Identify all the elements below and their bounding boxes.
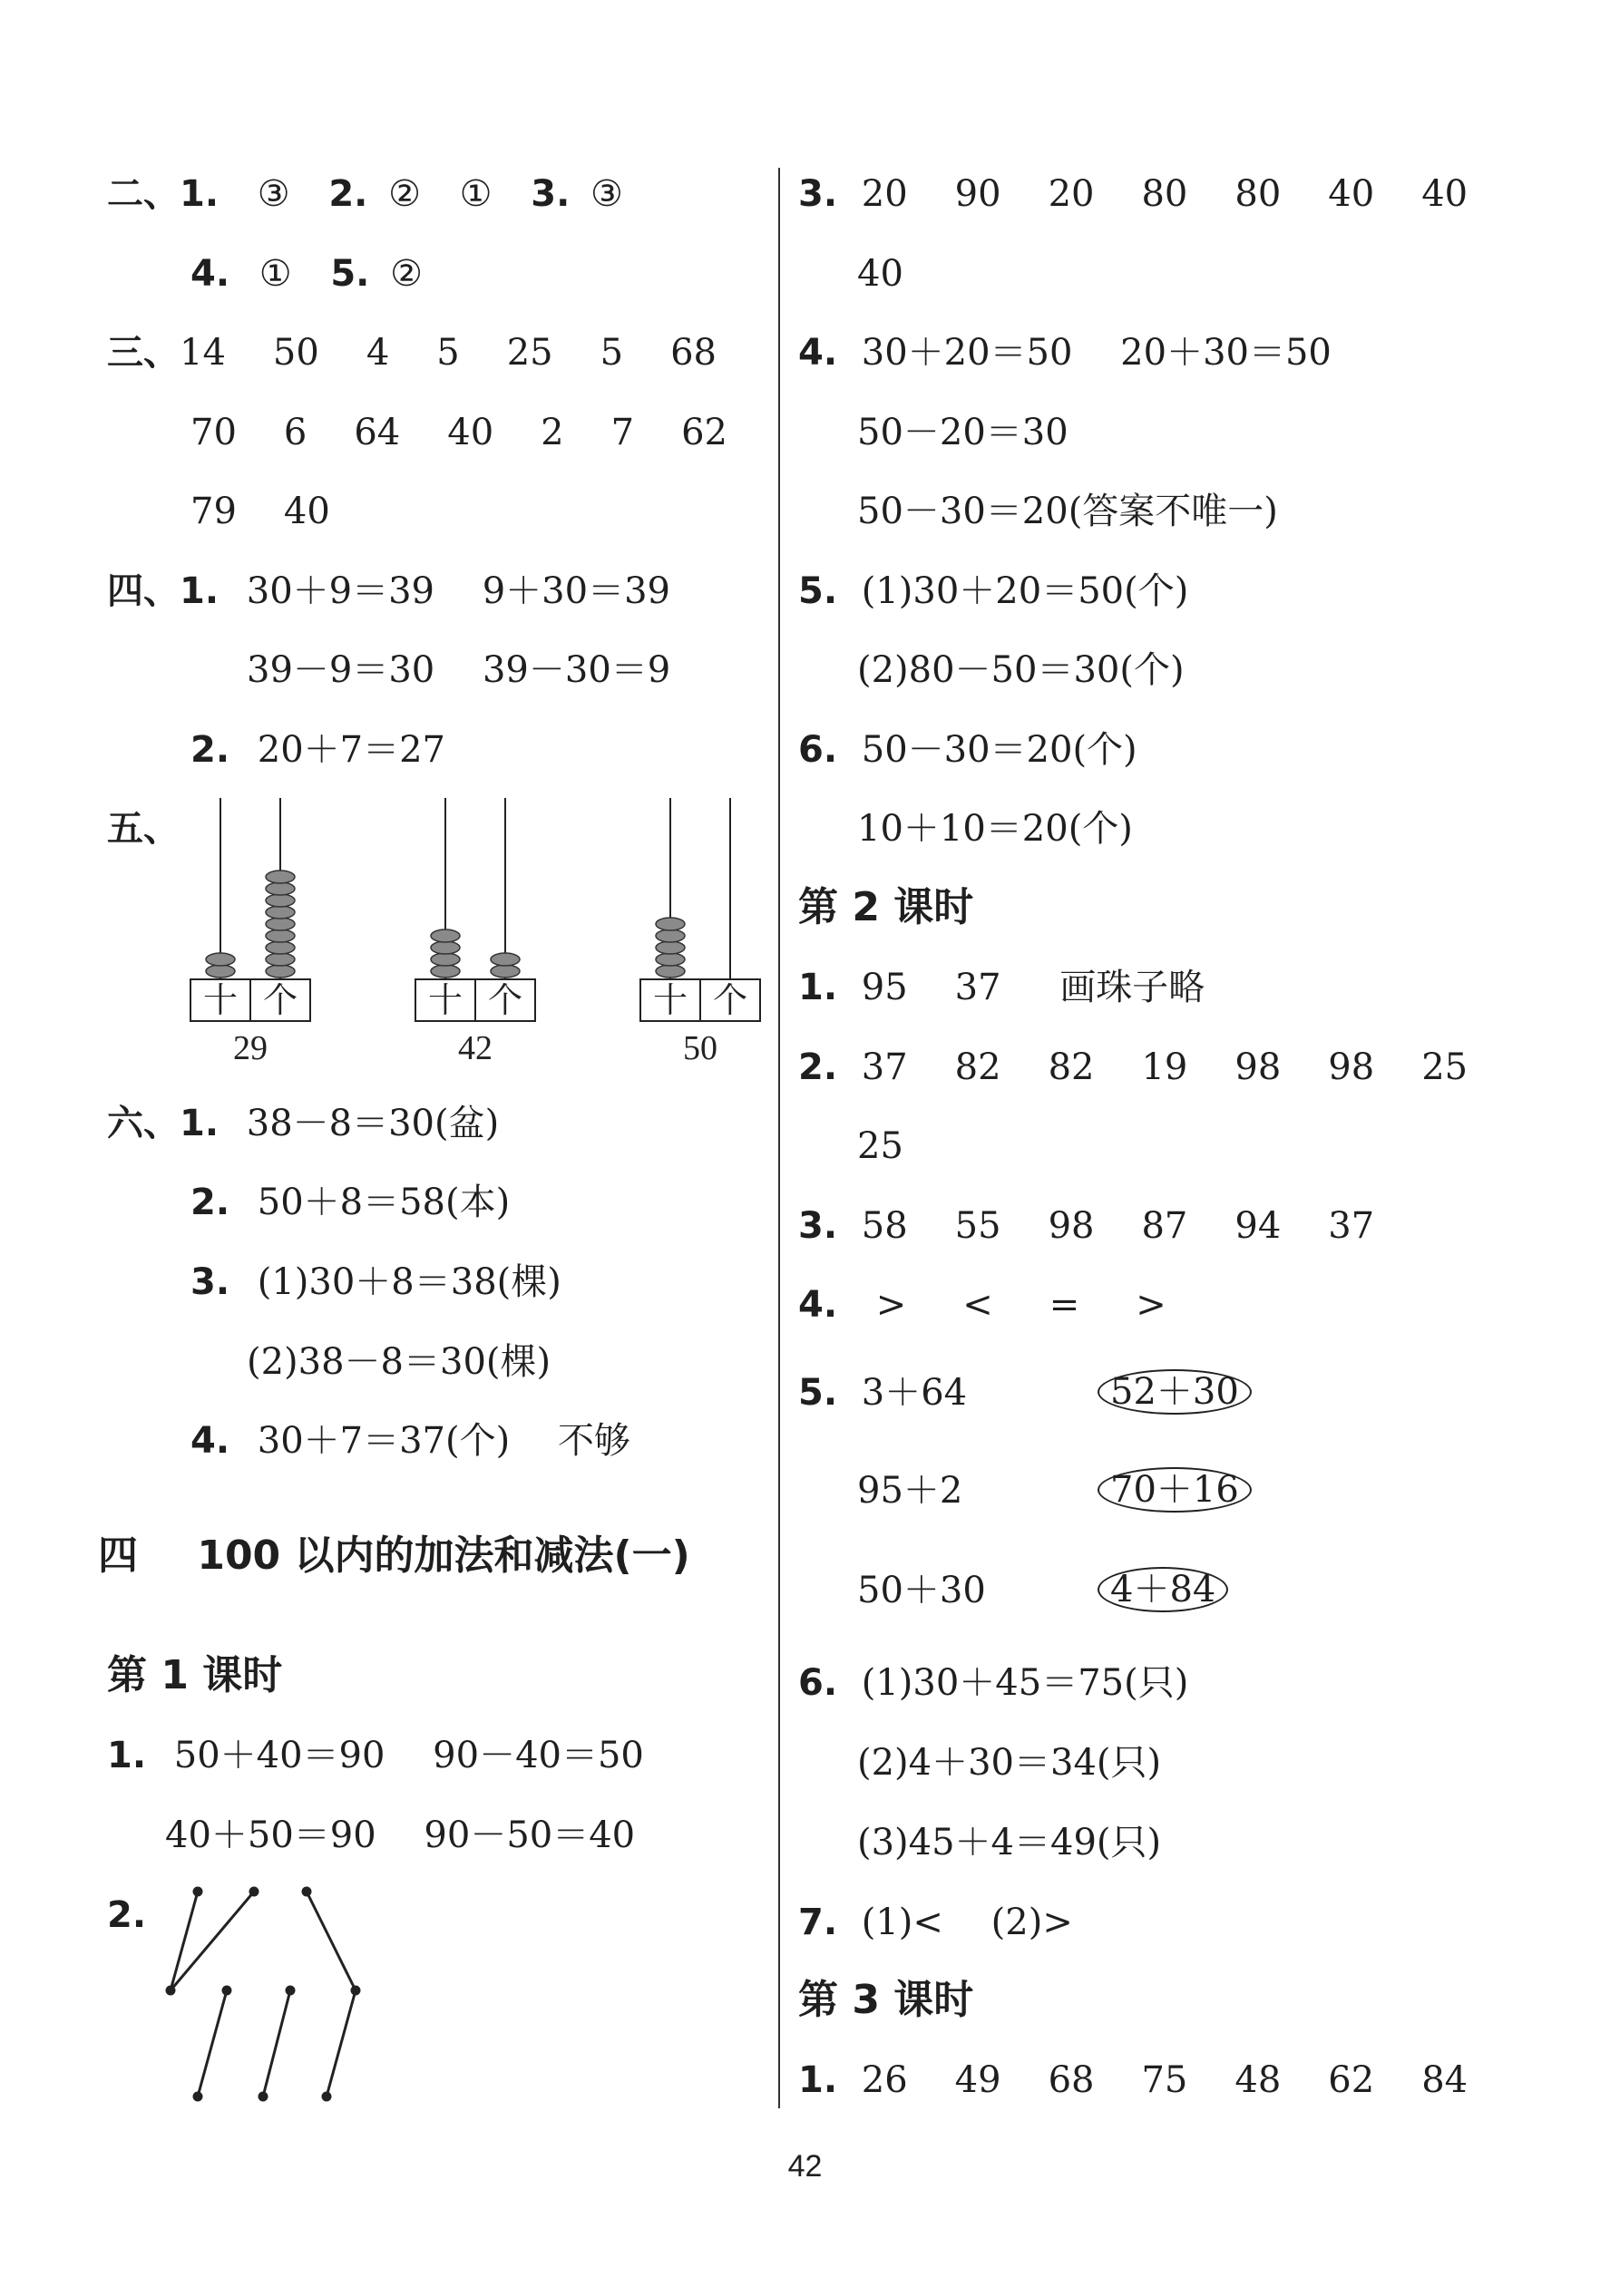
answer: 40	[447, 412, 494, 453]
equation: 10＋10＝20(个)	[857, 808, 1133, 850]
question-number: 4.	[798, 332, 838, 374]
answer: 37	[1328, 1205, 1375, 1247]
right-q3-line-1	[798, 172, 1468, 216]
expression: 50＋30	[857, 1570, 986, 1611]
question-number: 2.	[798, 1046, 838, 1088]
abacus-bead	[266, 929, 295, 942]
answer: ①	[459, 173, 493, 215]
section-3-line-1	[107, 331, 717, 375]
question-number: 2.	[190, 1182, 230, 1223]
answer: 2	[541, 412, 564, 453]
section-6-line-5	[190, 1419, 630, 1463]
right-q4-line-3	[857, 490, 1278, 533]
answer: 20	[1048, 173, 1095, 215]
question-number: 3.	[190, 1261, 230, 1303]
section-4-line-3	[190, 728, 445, 772]
comparison-sign: >	[1136, 1284, 1166, 1326]
right-q3-line-2	[857, 252, 903, 296]
lesson-2-q4	[798, 1283, 1166, 1327]
lesson-2-q5-circled-3	[1098, 1567, 1228, 1612]
lesson-1-title: 第 1 课时	[107, 1652, 283, 1698]
equation: 50＋40＝90	[173, 1735, 385, 1776]
abacus-bead	[266, 871, 295, 883]
unit-number: 四	[98, 1532, 138, 1579]
note: 不够	[557, 1420, 630, 1462]
section-4-line-1	[107, 569, 670, 613]
question-number: 2.	[190, 729, 230, 771]
abacus-number: 29	[233, 1029, 268, 1067]
lesson-2-q7	[798, 1901, 1073, 1944]
right-q4-line-2	[857, 411, 1068, 454]
answer: 55	[954, 1205, 1001, 1247]
abacus-bead	[266, 965, 295, 978]
answer: 40	[1328, 173, 1375, 215]
equation: 40＋50＝90	[165, 1814, 376, 1856]
answer: 68	[1048, 2059, 1095, 2101]
equation: (2)80－50＝30(个)	[857, 649, 1185, 691]
answer: 5	[436, 332, 460, 374]
circled-expression: 52＋30	[1098, 1369, 1252, 1415]
lesson-2-q5-row-2	[857, 1469, 962, 1513]
abacus-bead	[266, 941, 295, 954]
question-number: 1.	[798, 2059, 838, 2101]
question-number: 2.	[328, 173, 368, 215]
answer: ③	[257, 173, 290, 215]
answer: ②	[388, 173, 421, 215]
question-number: 6.	[798, 729, 838, 771]
equation: 30＋9＝39	[246, 570, 434, 612]
equation: (1)30＋45＝75(只)	[861, 1662, 1189, 1704]
lesson-1-line-2	[165, 1814, 635, 1857]
equation: 9＋30＝39	[482, 570, 670, 612]
answer: (1)<	[861, 1902, 943, 1943]
comparison-sign: >	[875, 1284, 907, 1326]
abacus-number: 50	[683, 1029, 717, 1067]
answer: 19	[1141, 1046, 1188, 1088]
answer: 6	[283, 412, 307, 453]
lesson-2-q1	[798, 966, 1205, 1009]
equation: (1)30＋20＝50(个)	[861, 570, 1189, 612]
expression: 95＋2	[857, 1470, 963, 1512]
section-label: 二、	[107, 173, 180, 215]
answer: 4	[366, 332, 390, 374]
abacus-bead	[656, 953, 685, 966]
question-number: 4.	[190, 1420, 230, 1462]
expression: 3＋64	[861, 1372, 968, 1414]
equation: (2)4＋30＝34(只)	[857, 1742, 1162, 1784]
answer: 25	[1421, 1046, 1469, 1088]
section-6-line-3	[190, 1260, 561, 1304]
equation: 38－8＝30(盆)	[246, 1103, 500, 1144]
answer: 90	[954, 173, 1001, 215]
equation: 50－20＝30	[857, 412, 1068, 453]
question-number: 4.	[190, 253, 230, 295]
answer: 5	[600, 332, 624, 374]
abacus-bead	[266, 953, 295, 966]
answer: 84	[1421, 2059, 1469, 2101]
lesson-2-q5-circled-2	[1098, 1467, 1252, 1513]
section-3-line-3	[190, 490, 330, 533]
abacus-tens-label: 十	[652, 980, 688, 1020]
question-number: 3.	[798, 1205, 838, 1247]
answer: 62	[1328, 2059, 1375, 2101]
answer: 98	[1234, 1046, 1282, 1088]
answer: 37	[861, 1046, 908, 1088]
answer: (2)>	[990, 1902, 1073, 1943]
answer: 98	[1048, 1205, 1095, 1247]
unit-title: 100 以内的加法和减法(一)	[197, 1532, 690, 1579]
right-q5-line-2	[857, 648, 1185, 692]
answer: 68	[670, 332, 717, 374]
abacus-bead	[491, 965, 520, 978]
lesson-2-q2-line-1	[798, 1046, 1468, 1089]
section-label: 三、	[107, 332, 180, 374]
section-label: 六、	[107, 1103, 180, 1144]
abacus-bead	[266, 906, 295, 919]
section-6-line-2	[190, 1181, 510, 1224]
lesson-3-title: 第 3 课时	[798, 1977, 974, 2023]
abacus-bead	[656, 941, 685, 954]
equation: (3)45＋4＝49(只)	[857, 1822, 1162, 1863]
question-number: 3.	[798, 173, 838, 215]
section-4-line-2	[247, 648, 670, 692]
answer: 14	[180, 332, 226, 374]
question-number: 1.	[107, 1735, 147, 1776]
answer: 79	[190, 491, 237, 532]
abacus-bead	[431, 965, 460, 978]
equation: 20＋7＝27	[257, 729, 445, 771]
comparison-sign: <	[962, 1284, 993, 1326]
answer: 25	[857, 1125, 903, 1167]
circled-expression: 70＋16	[1098, 1467, 1252, 1513]
unit-heading	[98, 1532, 690, 1580]
abacus-bead	[491, 953, 520, 966]
question-number: 1.	[180, 570, 220, 612]
lesson-2-q6-line-3	[857, 1821, 1161, 1864]
question-number: 5.	[330, 253, 370, 295]
question-number: 1.	[798, 967, 838, 1008]
lesson-2-q5-circled-1	[1098, 1369, 1252, 1415]
abacus-ones-label: 个	[712, 980, 748, 1020]
section-label: 五、	[107, 808, 180, 850]
column-divider	[778, 168, 780, 2108]
answer: 25	[506, 332, 553, 374]
answer: 62	[681, 412, 727, 453]
answer: 64	[354, 412, 401, 453]
equation: 90－50＝40	[424, 1814, 636, 1856]
answer: 95	[861, 967, 908, 1008]
answer: 50	[272, 332, 319, 374]
answer: 82	[954, 1046, 1001, 1088]
answer: 80	[1234, 173, 1282, 215]
lesson-1-line-3	[107, 1893, 146, 1937]
section-5-label	[107, 807, 180, 851]
question-number: 2.	[107, 1894, 147, 1936]
answer: 37	[954, 967, 1001, 1008]
question-number: 5.	[798, 570, 838, 612]
abacus-bead	[431, 929, 460, 942]
equation: 39－9＝30	[247, 649, 435, 691]
abacus-number: 42	[458, 1029, 493, 1067]
answer: 98	[1328, 1046, 1375, 1088]
abacus-bead	[266, 882, 295, 895]
question-number: 4.	[798, 1284, 838, 1326]
answer: 48	[1234, 2059, 1282, 2101]
abacus-tens-label: 十	[202, 980, 239, 1020]
equation: (2)38－8＝30(棵)	[247, 1341, 551, 1383]
right-q4-line-1	[798, 331, 1332, 375]
question-number: 7.	[798, 1902, 838, 1943]
page-number: 42	[787, 2149, 823, 2184]
question-number: 6.	[798, 1662, 838, 1704]
abacus-ones-label: 个	[262, 980, 298, 1020]
equation: 50－30＝20(答案不唯一)	[857, 491, 1278, 532]
answer: 7	[610, 412, 635, 453]
lesson-2-q6-line-1	[798, 1661, 1188, 1705]
answer: 94	[1234, 1205, 1282, 1247]
answer: 87	[1141, 1205, 1188, 1247]
answer: 20	[861, 173, 908, 215]
matching-lines-diagram	[154, 1886, 372, 2122]
question-number: 3.	[531, 173, 571, 215]
section-3-line-2	[190, 411, 727, 454]
abacus-bead	[266, 894, 295, 907]
answer: 80	[1141, 173, 1188, 215]
abacus-ones-label: 个	[487, 980, 523, 1020]
lesson-1-line-1	[107, 1734, 644, 1777]
equation: (1)30＋8＝38(棵)	[257, 1261, 561, 1303]
section-2-line-2	[190, 252, 423, 296]
equation: 50＋8＝58(本)	[257, 1182, 511, 1223]
abacus-bead	[206, 965, 235, 978]
answer: 26	[861, 2059, 908, 2101]
lesson-2-q3	[798, 1204, 1374, 1248]
section-2-line-1	[107, 172, 623, 216]
abacus-diagrams	[181, 798, 780, 1070]
right-q5-line-1	[798, 569, 1188, 613]
question-number: 1.	[180, 1103, 220, 1144]
comparison-sign: =	[1049, 1284, 1080, 1326]
abacus-bead	[431, 941, 460, 954]
abacus-bead	[656, 929, 685, 942]
answer: ③	[590, 173, 623, 215]
note: 画珠子略	[1059, 967, 1205, 1008]
answer: 70	[190, 412, 237, 453]
answer: 75	[1141, 2059, 1188, 2101]
equation: 50－30＝20(个)	[861, 729, 1137, 771]
answer: 82	[1048, 1046, 1095, 1088]
answer: 40	[857, 253, 903, 295]
answer: 40	[1421, 173, 1469, 215]
lesson-3-q1	[798, 2058, 1468, 2102]
question-number: 1.	[180, 173, 220, 215]
answer: 49	[954, 2059, 1001, 2101]
section-6-line-1	[107, 1102, 499, 1145]
lesson-2-q6-line-2	[857, 1741, 1161, 1785]
equation: 90－40＝50	[433, 1735, 644, 1776]
abacus-bead	[206, 953, 235, 966]
lesson-2-q5-row-3	[857, 1569, 986, 1612]
answer: ②	[390, 253, 423, 295]
question-number: 5.	[798, 1372, 838, 1414]
abacus-bead	[656, 918, 685, 930]
abacus-bead	[656, 965, 685, 978]
abacus-bead	[431, 953, 460, 966]
answer: ①	[259, 253, 292, 295]
answer: 40	[283, 491, 330, 532]
lesson-2-q5-row-1	[798, 1371, 967, 1415]
lesson-2-title: 第 2 课时	[798, 884, 974, 930]
right-q6-line-1	[798, 728, 1137, 772]
lesson-2-q2-line-2	[857, 1124, 903, 1168]
equation: 30＋20＝50	[861, 332, 1073, 374]
answer: 58	[861, 1205, 908, 1247]
circled-expression: 4＋84	[1098, 1567, 1228, 1612]
equation: 39－30＝9	[482, 649, 671, 691]
abacus-tens-label: 十	[427, 980, 463, 1020]
section-label: 四、	[107, 570, 180, 612]
right-q6-line-2	[857, 807, 1133, 851]
equation: 30＋7＝37(个)	[257, 1420, 511, 1462]
equation: 20＋30＝50	[1120, 332, 1332, 374]
abacus-bead	[266, 918, 295, 930]
section-6-line-4	[247, 1340, 551, 1384]
